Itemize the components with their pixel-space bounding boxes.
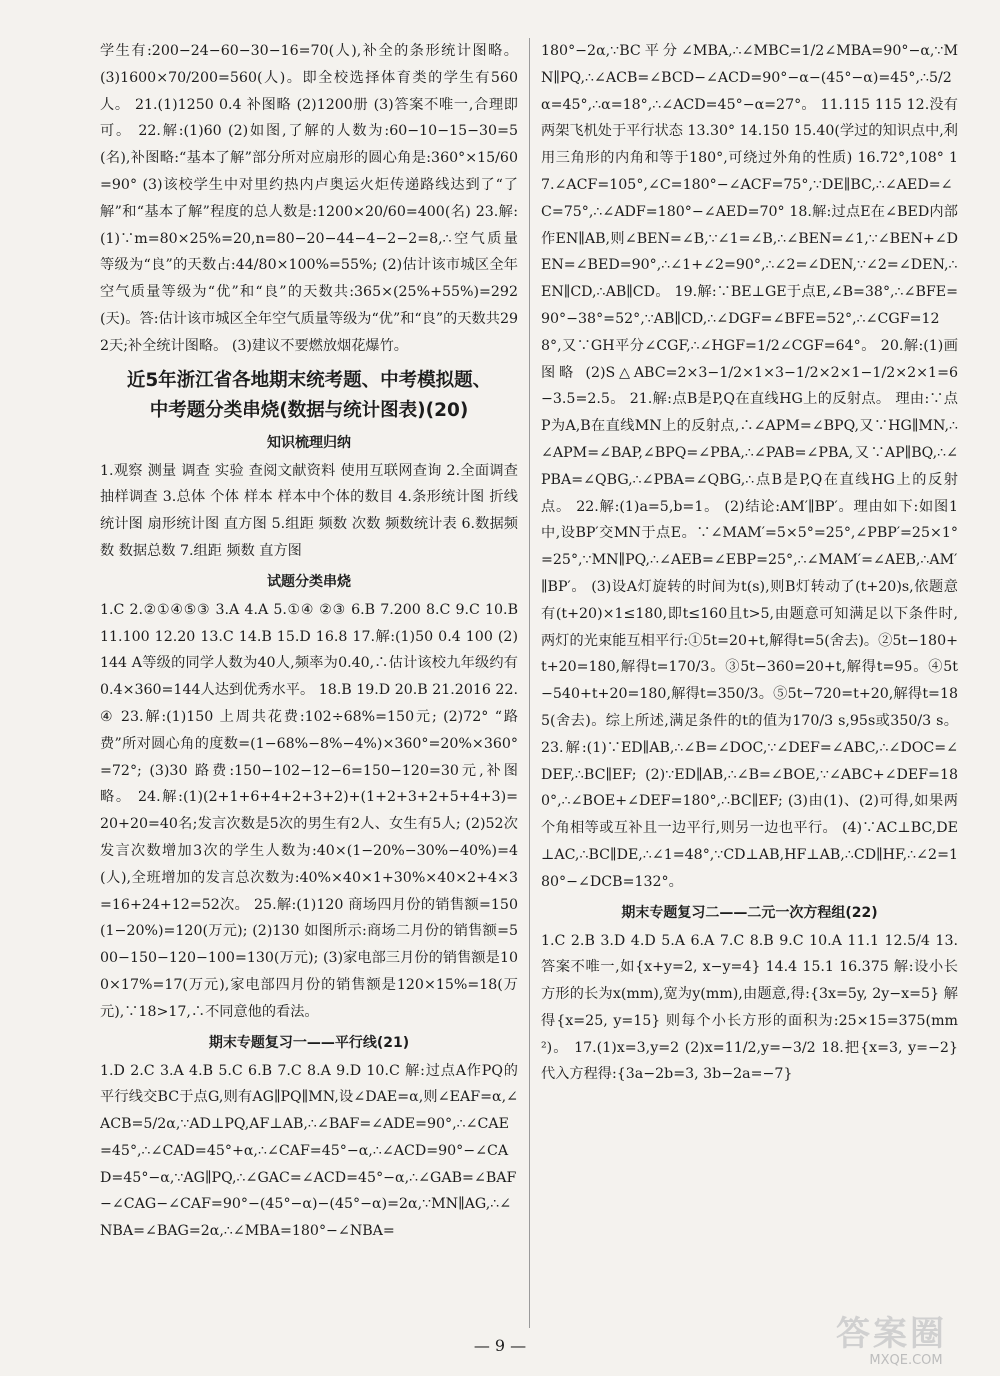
intro-paragraph: 学生有:200−24−60−30−16=70(人),补全的条形统计图略。 (3)1600×70/200=560(人)。即全校选择体育类的学生有560人。 21.(1)1250 0.4 补图略 (2)1200册 (3)答案不唯一,合理即可。 22.解:(1)60 (2)如图,了解的人数为:60−10−15−30=5(名),补图略:“基本了解”部分所对应扇形的圆心角是:360°×15/60=90° (3)该校学生中对里约热内卢奥运火炬传递路线达到了“了解”和“基本了解”程度的总人数是:1200×20/60=400(名) 23.解:(1)∵m=80×25%=20,n=80−20−44−4−2−2=8,∴空气质量等级为“良”的天数占:44/80×100%=55%; (2)估计该市城区全年空气质量等级为“优”和“良”的天数共:365×(25%+55%)=292(天)。答:估计该市城区全年空气质量等级为“优”和“良”的天数共292天;补全统计图略。 (3)建议不要燃放烟花爆竹。 bbox=[100, 43, 518, 354]
parallel-paragraph: 1.D 2.C 3.A 4.B 5.C 6.B 7.C 8.A 9.D 10.C 解:过点A作PQ的平行线交BC于点G,则有AG∥PQ∥MN,设∠DAE=α,则∠EAF=α,∠ACB=5/2α,∵AD⊥PQ,AF⊥AB,∴∠BAF=∠ADE=90°,∴∠CAE=45°,∴∠CAD=45°+α,∴∠CAF=45°−α,∴∠ACD=90°−∠CAD=45°−α,∵AG∥PQ,∴∠GAC=∠ACD=45°−α,∴∠GAB=∠BAF−∠CAG−∠CAF=90°−(45°−α)−(45°−α)=2α,∵MN∥AG,∴∠NBA=∠BAG=2α,∴∠MBA=180°−∠NBA= bbox=[100, 1062, 518, 1240]
exercise-paragraph: 1.C 2.②①④⑤③ 3.A 4.A 5.①④ ②③ 6.B 7.200 8.C 9.C 10.B 11.100 12.20 13.C 14.B 15.D 16.8 17.解:(1)50 0.4 100 (2)144 A等级的同学人数为40人,频率为0.40,∴估计该校九年级约有0.4×360=144人达到优秀水平。 18.B 19.D 20.B 21.2016 22.④ 23.解:(1)150 上周共花费:102÷68%=150元; (2)72° “路费”所对圆心角的度数=(1−68%−8%−4%)×360°=20%×360°=72°; (3)30 路费:150−102−12−6=150−120=30元,补图略。 24.解:(1)(2+1+6+4+2+3+2)+(1+2+3+2+5+4+3)=20+20=40名;发言次数是5次的男生有2人、女生有5人; (2)52次 发言次数增加3次的学生人数为:40×(1−20%−30%−40%)=4(人),全班增加的发言总次数为:40%×40×1+30%×40×2+4×3=16+24+12=52次。 25.解:(1)120 商场四月份的销售额=150(1−20%)=120(万元); (2)130 如图所示:商场二月份的销售额=500−150−120−100=130(万元); (3)家电部三月份的销售额是100×17%=17(万元),家电部四月份的销售额是120×15%=18(万元),∵18>17,∴不同意他的看法。 bbox=[100, 601, 518, 1020]
linear-equations-paragraph: 1.C 2.B 3.D 4.D 5.A 6.A 7.C 8.B 9.C 10.A 11.1 12.5/4 13.答案不唯一,如{x+y=2, x−y=4} 14.4 15.1 16.375 解:设小长方形的长为x(mm),宽为y(mm),由题意,得:{3x=5y, 2y−x=5} 解得{x=25, y=15} 则每个小长方形的面积为:25×15=375(mm²)。 17.(1)x=3,y=2 (2)x=11/2,y=−3/2 18.把{x=3, y=−2}代入方程得:{3a−2b=3, 3b−2a=−7} bbox=[541, 932, 958, 1083]
exercise-heading: 试题分类串烧 bbox=[267, 573, 351, 590]
parallel-continued-paragraph: 180°−2α,∵BC平分∠MBA,∴∠MBC=1/2∠MBA=90°−α,∵MN∥PQ,∴∠ACB=∠BCD−∠ACD=90°−α−(45°−α)=45°,∴5/2α=45°,∴α=18°,∴∠ACD=45°−α=27°。 11.115 115 12.没有 两架飞机处于平行状态 13.30° 14.150 15.40(学过的知识点中,利用三角形的内角和等于180°,可绕过外角的性质) 16.72°,108° 17.∠ACF=105°,∠C=180°−∠ACF=75°,∵DE∥BC,∴∠AED=∠C=75°,∴∠ADF=180°−∠AED=70° 18.解:过点E在∠BED内部作EN∥AB,则∠BEN=∠B,∵∠1=∠B,∴∠BEN=∠1,∵∠BEN+∠DEN=∠BED=90°,∴∠1+∠2=90°,∴∠2=∠DEN,∵∠2=∠DEN,∴EN∥CD,∴AB∥CD。 19.解:∵BE⊥GE于点E,∠B=38°,∴∠BFE=90°−38°=52°,∵AB∥CD,∴∠DGF=∠BFE=52°,∴∠CGF=128°,又∵GH平分∠CGF,∴∠HGF=1/2∠CGF=64°。 20.解:(1)画图略 (2)S△ABC=2×3−1/2×1×3−1/2×2×1−1/2×2×1=6−3.5=2.5。 21.解:点B是P,Q在直线HG上的反射点。 理由:∵点P为A,B在直线MN上的反射点,∴∠APM=∠BPQ,又∵HG∥MN,∴∠APM=∠BAP,∠BPQ=∠PBA,∴∠PAB=∠PBA,又∵AP∥BQ,∴∠PBA=∠QBG,∴∠PBA=∠QBG,∴点B是P,Q在直线HG上的反射点。 22.解:(1)a=5,b=1。 (2)结论:AM′∥BP′。理由如下:如图1中,设BP′交MN于点E。∵∠MAM′=5×5°=25°,∠PBP′=25×1°=25°,∵MN∥PQ,∴∠AEB=∠EBP=25°,∴∠MAM′=∠AEB,∴AM′∥BP′。 (3)设A灯旋转的时间为t(s),则B灯转动了(t+20)s,依题意有(t+20)×1≤180,即t≤160且t>5,由题意可知满足以下条件时,两灯的光束能互相平行:①5t=20+t,解得t=5(舍去)。②5t−180+t+20=180,解得t=170/3。③5t−360=20+t,解得t=95。④5t−540+t+20=180,解得t=350/3。⑤5t−720=t+20,解得t=185(舍去)。综上所述,满足条件的t的值为170/3 s,95s或350/3 s。 23.解:(1)∵ED∥AB,∴∠B=∠DOC,∵∠DEF=∠ABC,∴∠DOC=∠DEF,∴BC∥EF; (2)∵ED∥AB,∴∠B=∠BOE,∵∠ABC+∠DEF=180°,∴∠BOE+∠DEF=180°,∴BC∥EF; (3)由(1)、(2)可得,如果两个角相等或互补且一边平行,则另一边也平行。 (4)∵AC⊥BC,DE⊥AC,∴BC∥DE,∴∠1=48°,∵CD⊥AB,HF⊥AB,∴CD∥HF,∴∠2=180°−∠DCB=132°。 bbox=[541, 43, 958, 890]
right-column bbox=[541, 38, 958, 1326]
linear-equations-heading: 期末专题复习二——二元一次方程组(22) bbox=[621, 904, 878, 921]
column-divider bbox=[529, 38, 530, 1328]
watermark-url: MXQE.COM bbox=[869, 1353, 943, 1368]
watermark-logo: 答案圈 bbox=[836, 1314, 947, 1354]
left-column bbox=[100, 38, 518, 1326]
knowledge-paragraph: 1.观察 测量 调查 实验 查阅文献资料 使用互联网查询 2.全面调查 抽样调查 3.总体 个体 样本 样本中个体的数目 4.条形统计图 折线统计图 扇形统计图 直方图 5.组距 频数 次数 频数统计表 6.数据频数 数据总数 7.组距 频数 直方图 bbox=[100, 462, 518, 559]
watermark bbox=[836, 1306, 986, 1368]
page-number: — 9 — bbox=[473, 1336, 527, 1355]
section-title bbox=[100, 366, 518, 426]
section-title-line2: 中考题分类串烧(数据与统计图表)(20) bbox=[149, 399, 469, 421]
section-title-line1: 近5年浙江省各地期末统考题、中考模拟题、 bbox=[126, 369, 492, 391]
parallel-heading: 期末专题复习一——平行线(21) bbox=[208, 1034, 410, 1051]
knowledge-heading: 知识梳理归纳 bbox=[267, 434, 351, 451]
